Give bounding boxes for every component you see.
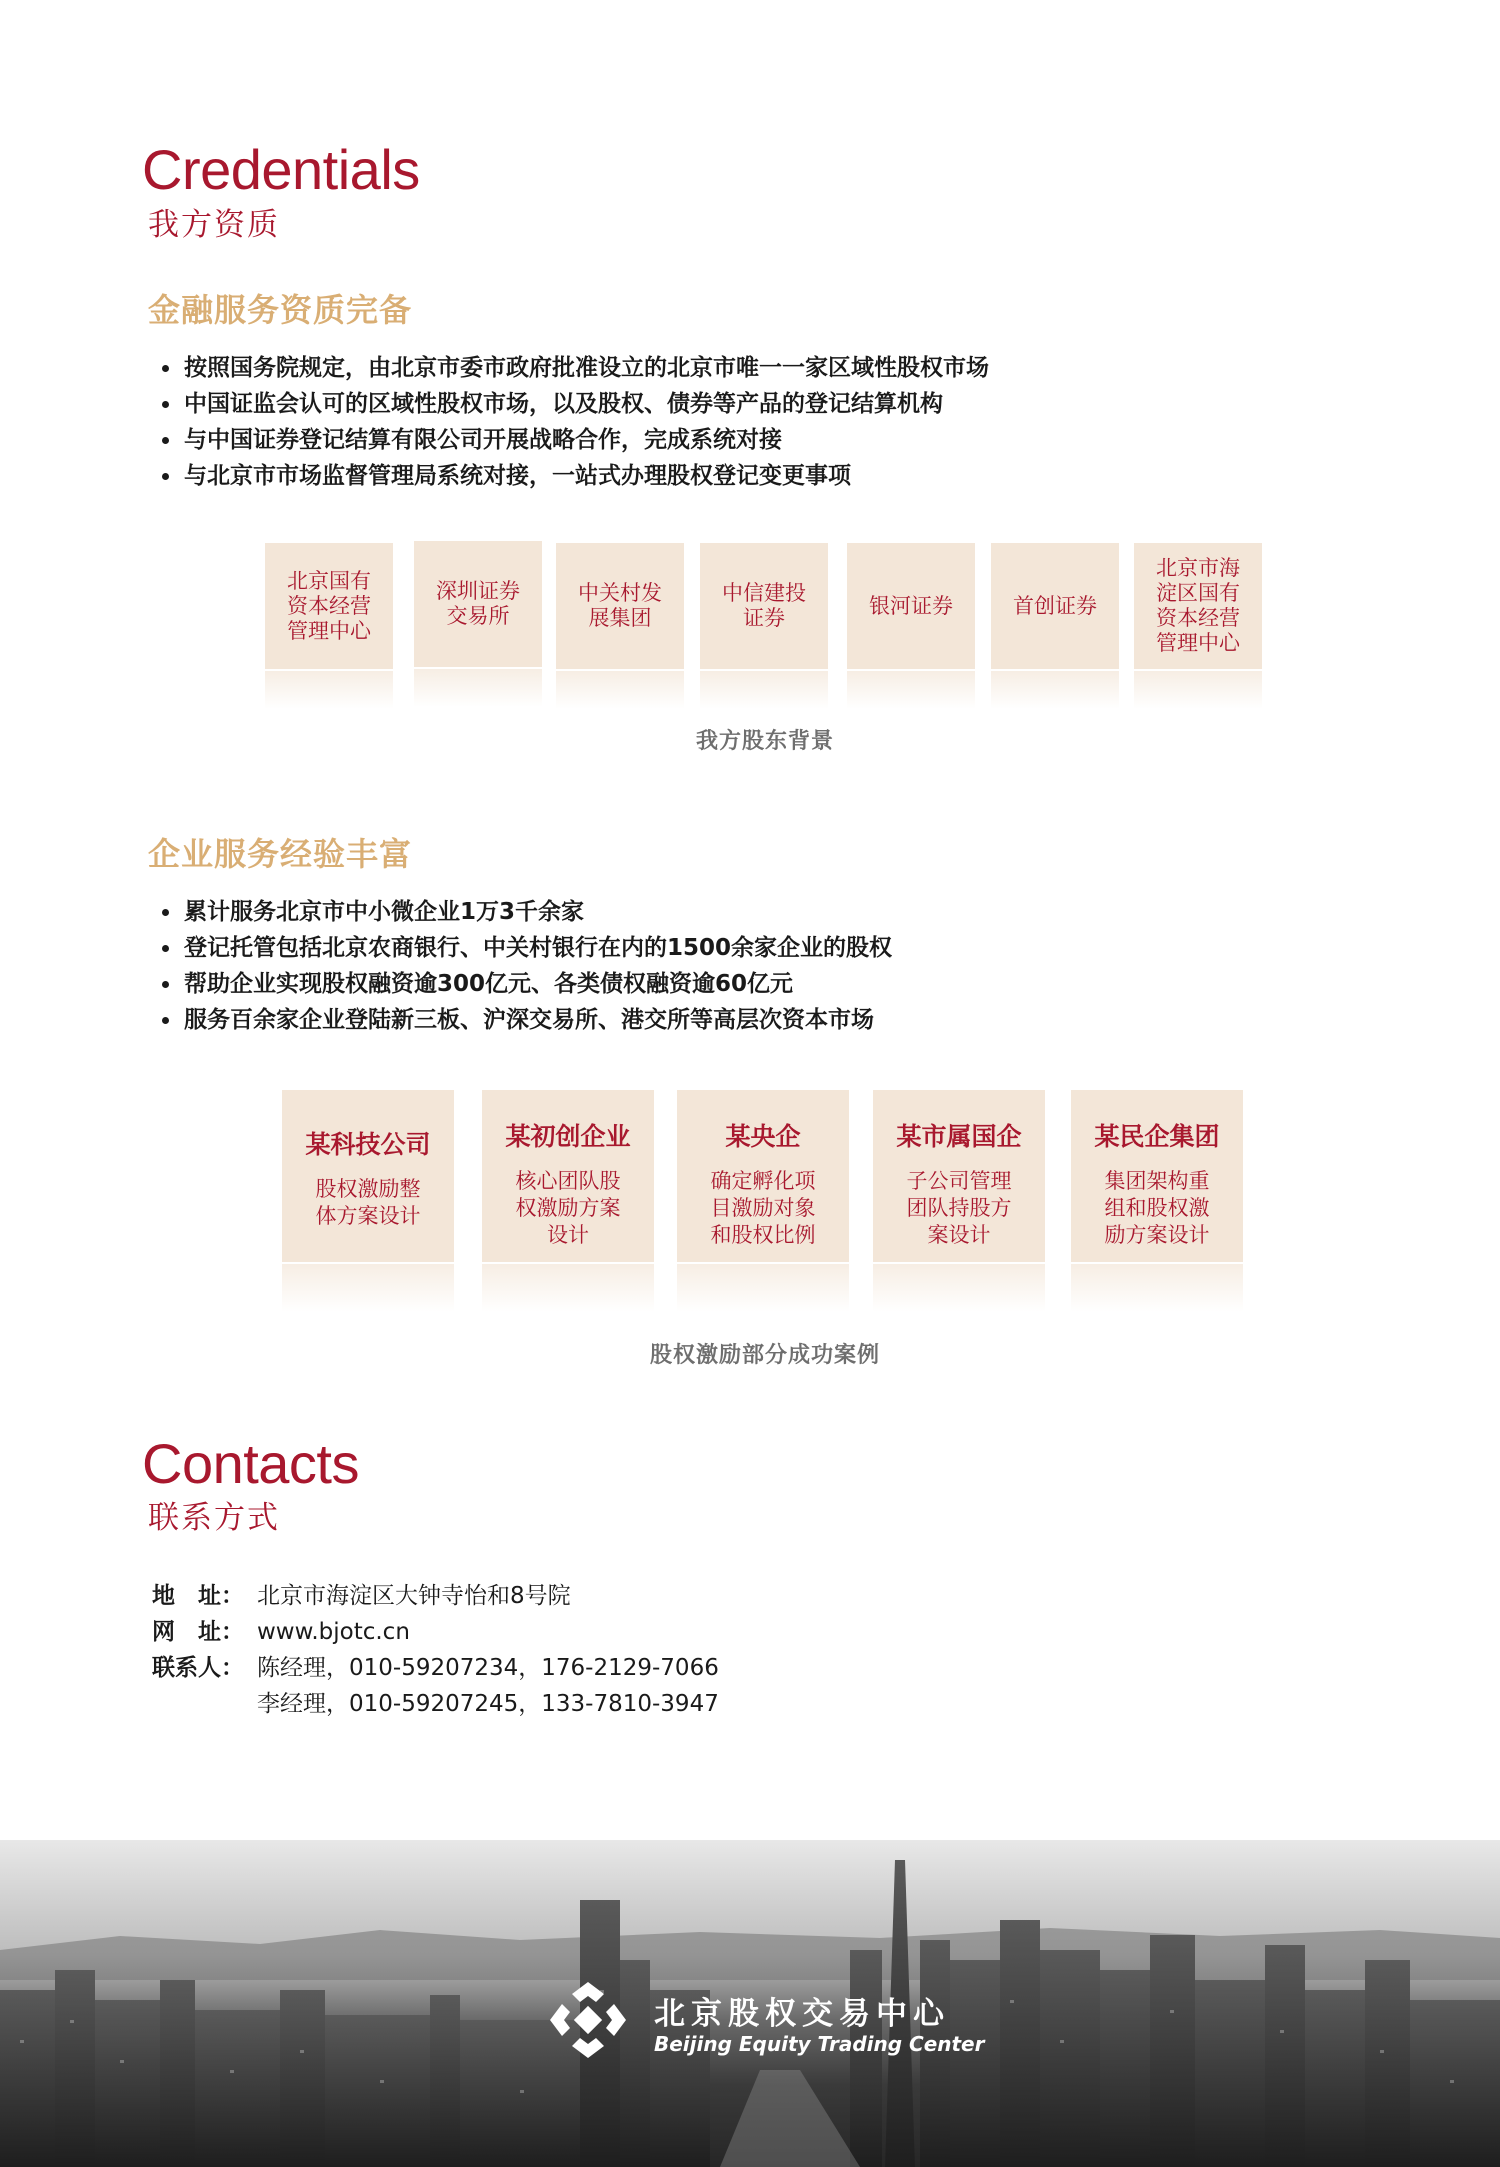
- tile-reflection: [677, 1264, 849, 1312]
- address-label: 地 址：: [152, 1583, 244, 1609]
- shareholder-name: 中信建投 证券: [722, 581, 806, 630]
- list-item: 中国证监会认可的区域性股权市场，以及股权、债券等产品的登记结算机构: [160, 386, 989, 422]
- enterprise-bullet-list: [160, 894, 892, 1038]
- tile-reflection: [700, 671, 828, 709]
- case-title: 某科技公司: [305, 1130, 431, 1159]
- case-description: 集团架构重 组和股权激 励方案设计: [1104, 1169, 1210, 1247]
- list-item: 按照国务院规定，由北京市委市政府批准设立的北京市唯一一家区域性股权市场: [160, 350, 989, 386]
- enterprise-heading: 企业服务经验丰富: [148, 835, 413, 873]
- contact-person-row: [152, 1650, 719, 1686]
- list-item: 与中国证券登记结算有限公司开展战略合作，完成系统对接: [160, 422, 989, 458]
- logo-text-en: Beijing Equity Trading Center: [654, 2032, 985, 2056]
- person1-value: 陈经理，010-59207234，176-2129-7066: [257, 1655, 719, 1681]
- person2-value: 李经理，010-59207245，133-7810-3947: [257, 1691, 719, 1717]
- address-value: 北京市海淀区大钟寺怡和8号院: [257, 1583, 571, 1609]
- shareholder-tile: [1134, 543, 1262, 669]
- case-tile: [873, 1090, 1045, 1262]
- tile-reflection: [873, 1264, 1045, 1312]
- shareholder-tile: [414, 541, 542, 667]
- case-tile: [482, 1090, 654, 1262]
- shareholder-tile: [556, 543, 684, 669]
- list-item: 服务百余家企业登陆新三板、沪深交易所、港交所等高层次资本市场: [160, 1002, 892, 1038]
- case-description: 子公司管理 团队持股方 案设计: [906, 1169, 1012, 1247]
- shareholder-name: 深圳证券 交易所: [436, 579, 520, 628]
- shareholder-tile: [847, 543, 975, 669]
- logo-text-cn: 北京股权交易中心: [654, 1996, 950, 2032]
- contacts-title: Contacts: [142, 1432, 359, 1495]
- case-tile: [282, 1090, 454, 1262]
- shareholder-name: 北京市海 淀区国有 资本经营 管理中心: [1156, 556, 1240, 655]
- person-label: 联系人：: [152, 1655, 244, 1681]
- list-item: 登记托管包括北京农商银行、中关村银行在内的1500余家企业的股权: [160, 930, 892, 966]
- shareholder-name: 北京国有 资本经营 管理中心: [287, 568, 371, 643]
- contacts-subtitle: 联系方式: [148, 1500, 280, 1536]
- tile-reflection: [991, 671, 1119, 709]
- list-item: 帮助企业实现股权融资逾300亿元、各类债权融资逾60亿元: [160, 966, 892, 1002]
- tile-reflection: [265, 671, 393, 709]
- tile-reflection: [482, 1264, 654, 1312]
- shareholder-caption: 我方股东背景: [695, 729, 834, 754]
- case-tile: [1071, 1090, 1243, 1262]
- bjotc-logo-icon: [548, 1980, 628, 2060]
- contact-person2-row: [152, 1686, 719, 1722]
- case-description: 核心团队股 权激励方案 设计: [515, 1169, 621, 1247]
- case-description: 股权激励整 体方案设计: [315, 1177, 421, 1228]
- list-item: 累计服务北京市中小微企业1万3千余家: [160, 894, 892, 930]
- contact-address-row: [152, 1578, 571, 1614]
- case-title: 某初创企业: [505, 1122, 631, 1151]
- tile-reflection: [1071, 1264, 1243, 1312]
- list-item: 与北京市市场监督管理局系统对接，一站式办理股权登记变更事项: [160, 458, 989, 494]
- shareholder-name: 首创证券: [1013, 593, 1097, 618]
- tile-reflection: [1134, 671, 1262, 709]
- case-description: 确定孵化项 目激励对象 和股权比例: [710, 1169, 816, 1247]
- footer-banner: [0, 1840, 1500, 2167]
- web-link[interactable]: www.bjotc.cn: [257, 1619, 410, 1645]
- credentials-subtitle: 我方资质: [148, 207, 280, 243]
- shareholder-name: 中关村发 展集团: [578, 581, 662, 630]
- case-caption: 股权激励部分成功案例: [649, 1343, 880, 1368]
- shareholder-tile: [700, 543, 828, 669]
- tile-reflection: [282, 1264, 454, 1312]
- web-label: 网 址：: [152, 1619, 244, 1645]
- tile-reflection: [556, 671, 684, 709]
- case-tile: [677, 1090, 849, 1262]
- credentials-title: Credentials: [142, 138, 420, 201]
- case-title: 某民企集团: [1094, 1122, 1220, 1151]
- tile-reflection: [414, 669, 542, 707]
- shareholder-tile: [265, 543, 393, 669]
- shareholder-name: 银河证券: [869, 593, 953, 618]
- shareholder-tile: [991, 543, 1119, 669]
- case-title: 某市属国企: [896, 1122, 1022, 1151]
- financial-heading: 金融服务资质完备: [148, 291, 413, 329]
- tile-reflection: [847, 671, 975, 709]
- financial-bullet-list: [160, 350, 989, 494]
- contact-web-row: [152, 1614, 410, 1650]
- case-title: 某央企: [725, 1122, 801, 1151]
